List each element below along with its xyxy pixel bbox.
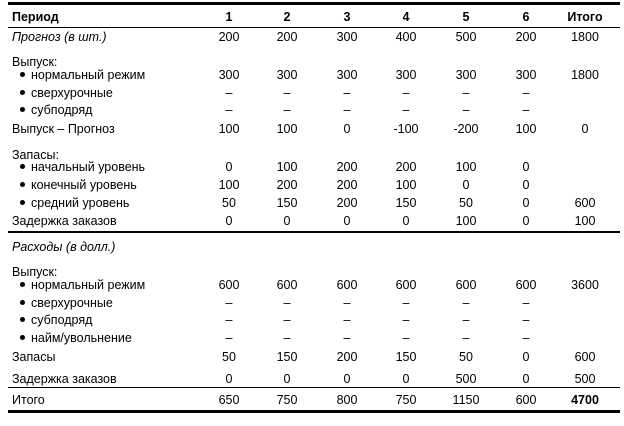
row-label [20, 176, 137, 194]
cell-period-3: 600 [336, 278, 358, 292]
header-period-6: 6 [522, 10, 530, 24]
cell-period-5: – [462, 296, 470, 310]
cell-period-3: 0 [343, 214, 351, 228]
table-row [8, 120, 620, 138]
bullet-icon [20, 335, 25, 340]
cell-period-3: – [343, 103, 351, 117]
cell-period-1: 50 [222, 196, 236, 210]
row-label-text: средний уровень [31, 196, 130, 210]
row-label [20, 158, 145, 176]
row-label-text: начальный уровень [31, 160, 146, 174]
cell-period-6: 0 [522, 160, 530, 174]
cell-period-6: – [522, 313, 530, 327]
table-row [8, 238, 620, 256]
cell-period-4: – [402, 86, 410, 100]
cell-period-4: – [402, 296, 410, 310]
cell-period-2: 150 [276, 196, 298, 210]
bullet-icon [20, 200, 25, 205]
cell-period-4: 0 [402, 214, 410, 228]
cell-period-5: – [462, 313, 470, 327]
cell-period-3: 0 [343, 122, 351, 136]
table-row [8, 158, 620, 176]
cell-period-1: – [225, 103, 233, 117]
cell-period-2: – [283, 86, 291, 100]
bullet-icon [20, 282, 25, 287]
cell-period-3: 200 [336, 350, 358, 364]
cell-period-3: – [343, 331, 351, 345]
table-row [8, 212, 620, 230]
cell-period-5: 300 [455, 68, 477, 82]
cell-total: 600 [574, 350, 596, 364]
header-total: Итого [567, 10, 603, 24]
row-label: Расходы (в долл.) [12, 240, 116, 254]
cell-period-6: 0 [522, 196, 530, 210]
cell-total: 500 [574, 372, 596, 386]
cell-period-6: – [522, 331, 530, 345]
cell-period-2: 300 [276, 68, 298, 82]
cell-period-6: – [522, 103, 530, 117]
cell-period-1: 0 [225, 160, 233, 174]
cell-period-6: 200 [515, 30, 537, 44]
row-label: Выпуск: [12, 265, 58, 279]
table-row [8, 348, 620, 366]
row-label: Прогноз (в шт.) [12, 30, 107, 44]
table-row [8, 311, 620, 329]
cell-period-5: – [462, 331, 470, 345]
row-label [20, 66, 145, 84]
table-row [8, 101, 620, 119]
row-label [20, 294, 113, 312]
header-period-2: 2 [283, 10, 291, 24]
cell-period-2: 100 [276, 160, 298, 174]
cell-period-5: 500 [455, 372, 477, 386]
cell-period-1: 300 [218, 68, 240, 82]
cell-period-1: – [225, 86, 233, 100]
row-label: Запасы [12, 350, 56, 364]
cell-total: 4700 [571, 393, 599, 407]
row-label-text: субподряд [31, 103, 93, 117]
cell-period-2: – [283, 331, 291, 345]
cell-period-5: – [462, 103, 470, 117]
table-row [8, 28, 620, 46]
cell-total: 100 [574, 214, 596, 228]
table-row [8, 84, 620, 102]
cell-period-6: 600 [515, 278, 537, 292]
cell-period-1: 100 [218, 178, 240, 192]
cell-period-6: 0 [522, 178, 530, 192]
row-label: Задержка заказов [12, 372, 117, 386]
cell-period-6: 0 [522, 214, 530, 228]
cell-period-4: 400 [395, 30, 417, 44]
table-row [8, 194, 620, 212]
cell-period-3: 200 [336, 160, 358, 174]
bullet-icon [20, 107, 25, 112]
cell-period-5: 1150 [452, 393, 480, 407]
cell-total: 1800 [571, 68, 599, 82]
cell-period-6: 0 [522, 350, 530, 364]
bullet-icon [20, 317, 25, 322]
cell-period-2: 0 [283, 214, 291, 228]
cell-period-1: 650 [218, 393, 240, 407]
cell-period-1: – [225, 296, 233, 310]
bullet-icon [20, 164, 25, 169]
cell-period-1: 0 [225, 372, 233, 386]
cell-total: 0 [581, 122, 589, 136]
cell-period-4: – [402, 103, 410, 117]
cell-period-2: 150 [276, 350, 298, 364]
cell-period-4: – [402, 331, 410, 345]
cell-period-3: 0 [343, 372, 351, 386]
cell-period-1: 100 [218, 122, 240, 136]
cell-period-6: – [522, 86, 530, 100]
cell-period-2: 200 [276, 30, 298, 44]
cell-period-2: 750 [276, 393, 298, 407]
cell-period-5: 0 [462, 178, 470, 192]
cell-period-2: 100 [276, 122, 298, 136]
header-period-3: 3 [343, 10, 351, 24]
cell-period-4: – [402, 313, 410, 327]
cell-period-4: 300 [395, 68, 417, 82]
cell-period-4: 200 [395, 160, 417, 174]
table-row [8, 176, 620, 194]
header-period-4: 4 [402, 10, 410, 24]
row-label-text: найм/увольнение [31, 331, 132, 345]
row-label-text: нормальный режим [31, 278, 146, 292]
table-row [8, 276, 620, 294]
row-label-text: сверхурочные [31, 296, 113, 310]
bullet-icon [20, 182, 25, 187]
cell-period-5: 600 [455, 278, 477, 292]
cell-period-3: 800 [336, 393, 358, 407]
row-label [20, 311, 92, 329]
row-label [20, 276, 145, 294]
row-label [20, 194, 129, 212]
cell-period-4: 150 [395, 196, 417, 210]
cell-period-6: 100 [515, 122, 537, 136]
table-row [8, 329, 620, 347]
bullet-icon [20, 90, 25, 95]
cell-period-2: – [283, 296, 291, 310]
cell-period-3: – [343, 313, 351, 327]
cell-period-2: 200 [276, 178, 298, 192]
cell-period-3: 300 [336, 30, 358, 44]
cell-period-1: 200 [218, 30, 240, 44]
cell-period-6: 600 [515, 393, 537, 407]
cell-period-4: -100 [393, 122, 419, 136]
cell-period-4: 600 [395, 278, 417, 292]
cell-period-2: – [283, 313, 291, 327]
cell-period-1: 0 [225, 214, 233, 228]
cell-period-4: 100 [395, 178, 417, 192]
cell-period-5: 500 [455, 30, 477, 44]
cell-period-2: 600 [276, 278, 298, 292]
cell-total: 1800 [571, 30, 599, 44]
cell-total: 600 [574, 196, 596, 210]
table-row [8, 370, 620, 388]
cell-period-5: 50 [459, 350, 473, 364]
cell-period-5: 100 [455, 160, 477, 174]
row-label: Выпуск: [12, 55, 58, 69]
row-label-text: сверхурочные [31, 86, 113, 100]
cell-period-1: 600 [218, 278, 240, 292]
header-period-5: 5 [462, 10, 470, 24]
cell-period-2: 0 [283, 372, 291, 386]
header-period-1: 1 [225, 10, 233, 24]
cell-period-6: 300 [515, 68, 537, 82]
cell-period-5: 50 [459, 196, 473, 210]
row-label: Выпуск – Прогноз [12, 122, 115, 136]
cell-period-3: – [343, 86, 351, 100]
cell-period-3: – [343, 296, 351, 310]
row-label [20, 101, 92, 119]
cell-period-5: 100 [455, 214, 477, 228]
cell-total: 3600 [571, 278, 599, 292]
row-label-text: конечный уровень [31, 178, 137, 192]
cell-period-2: – [283, 103, 291, 117]
cell-period-3: 200 [336, 178, 358, 192]
bullet-icon [20, 300, 25, 305]
bullet-icon [20, 72, 25, 77]
table-rule [8, 231, 620, 233]
row-label [20, 329, 132, 347]
cell-period-1: – [225, 313, 233, 327]
cell-period-4: 150 [395, 350, 417, 364]
cell-period-3: 200 [336, 196, 358, 210]
header-label: Период [12, 10, 59, 24]
cell-period-3: 300 [336, 68, 358, 82]
row-label: Итого [12, 393, 45, 407]
header-row [8, 8, 620, 26]
row-label: Задержка заказов [12, 214, 117, 228]
table-row [8, 391, 620, 409]
cell-period-1: 50 [222, 350, 236, 364]
row-label: Запасы: [12, 148, 59, 162]
row-label [20, 84, 113, 102]
cell-period-6: – [522, 296, 530, 310]
table-rule [8, 2, 620, 5]
cell-period-5: -200 [453, 122, 479, 136]
cell-period-6: 0 [522, 372, 530, 386]
table-row [8, 66, 620, 84]
cell-period-1: – [225, 331, 233, 345]
cell-period-4: 750 [395, 393, 417, 407]
table-row [8, 294, 620, 312]
table-rule [8, 410, 620, 413]
cell-period-5: – [462, 86, 470, 100]
row-label-text: субподряд [31, 313, 93, 327]
row-label-text: нормальный режим [31, 68, 146, 82]
cell-period-4: 0 [402, 372, 410, 386]
